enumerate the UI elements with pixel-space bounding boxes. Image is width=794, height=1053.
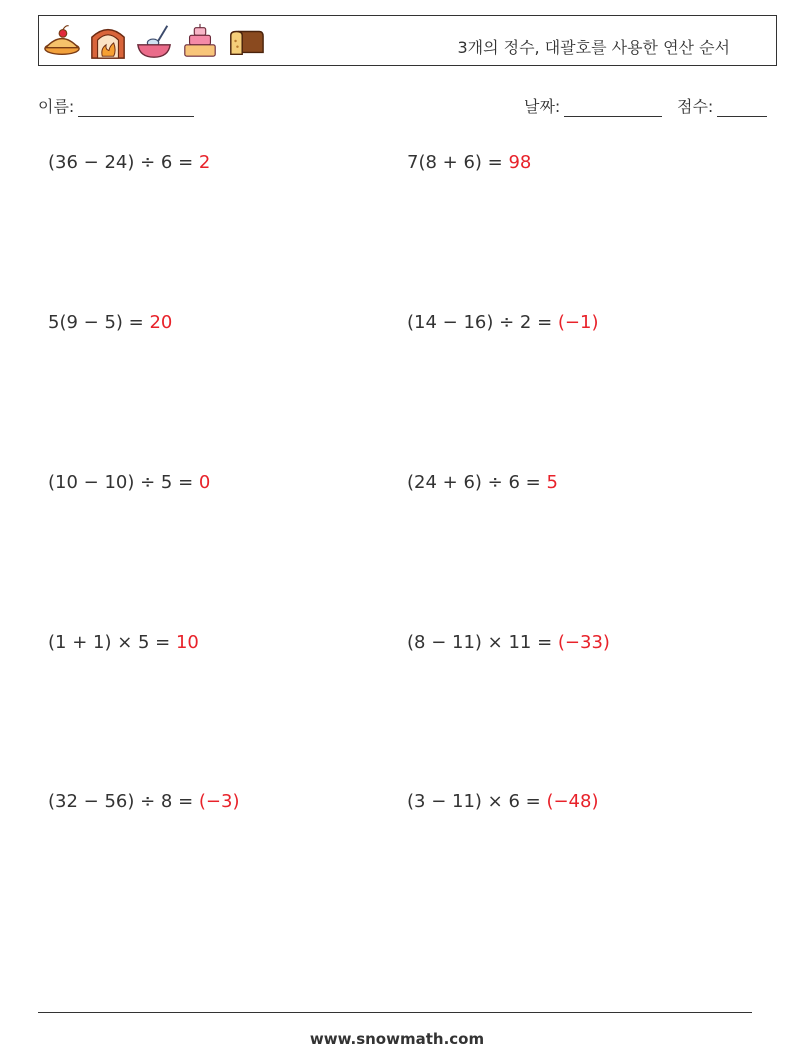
worksheet-title: 3개의 정수, 대괄호를 사용한 연산 순서 <box>457 38 730 57</box>
fireplace-oven-icon <box>89 22 127 60</box>
problem-answer: (−33) <box>557 632 610 653</box>
problem-item <box>407 632 610 653</box>
problem-expression: 5(9 − 5) = <box>48 312 150 333</box>
problem-expression: (1 + 1) × 5 = <box>48 632 176 653</box>
date-blank[interactable] <box>564 98 662 117</box>
problem-answer: 20 <box>149 312 173 333</box>
problem-answer: 0 <box>198 472 211 493</box>
pie-icon <box>43 22 81 60</box>
problem-expression: (24 + 6) ÷ 6 = <box>407 472 547 493</box>
problem-item <box>48 472 210 493</box>
score-blank[interactable] <box>717 98 767 117</box>
name-blank[interactable] <box>78 98 194 117</box>
problem-expression: (36 − 24) ÷ 6 = <box>48 152 199 173</box>
problem-expression: (10 − 10) ÷ 5 = <box>48 472 199 493</box>
problem-answer: 2 <box>198 152 211 173</box>
problem-answer: 5 <box>546 472 558 493</box>
problem-item <box>48 791 239 812</box>
problem-expression: (14 − 16) ÷ 2 = <box>407 312 558 333</box>
score-label: 점수: <box>677 97 714 116</box>
problem-answer: (−3) <box>198 791 240 812</box>
problem-item <box>48 312 172 333</box>
layer-cake-icon <box>181 22 219 60</box>
problem-item <box>407 472 558 493</box>
problem-answer: 10 <box>175 632 199 653</box>
problem-item <box>407 152 531 173</box>
name-field <box>38 94 194 117</box>
problem-answer: (−48) <box>546 791 599 812</box>
mixing-bowl-icon <box>135 22 173 60</box>
problem-item <box>48 152 210 173</box>
footer-divider <box>38 1012 752 1013</box>
problem-expression: (8 − 11) × 11 = <box>407 632 558 653</box>
bread-loaf-icon <box>227 22 265 60</box>
date-label: 날짜: <box>524 97 561 116</box>
problem-item <box>407 791 598 812</box>
problem-expression: (3 − 11) × 6 = <box>407 791 547 812</box>
worksheet-header <box>38 15 777 66</box>
problem-answer: 98 <box>508 152 532 173</box>
name-label: 이름: <box>38 97 75 116</box>
date-field <box>524 94 662 117</box>
icon-strip <box>43 22 265 62</box>
problem-item <box>407 312 598 333</box>
score-field <box>677 94 767 117</box>
problem-expression: (32 − 56) ÷ 8 = <box>48 791 199 812</box>
problem-item <box>48 632 199 653</box>
problem-answer: (−1) <box>557 312 599 333</box>
problem-expression: 7(8 + 6) = <box>407 152 509 173</box>
footer-url[interactable]: www.snowmath.com <box>309 1030 485 1048</box>
